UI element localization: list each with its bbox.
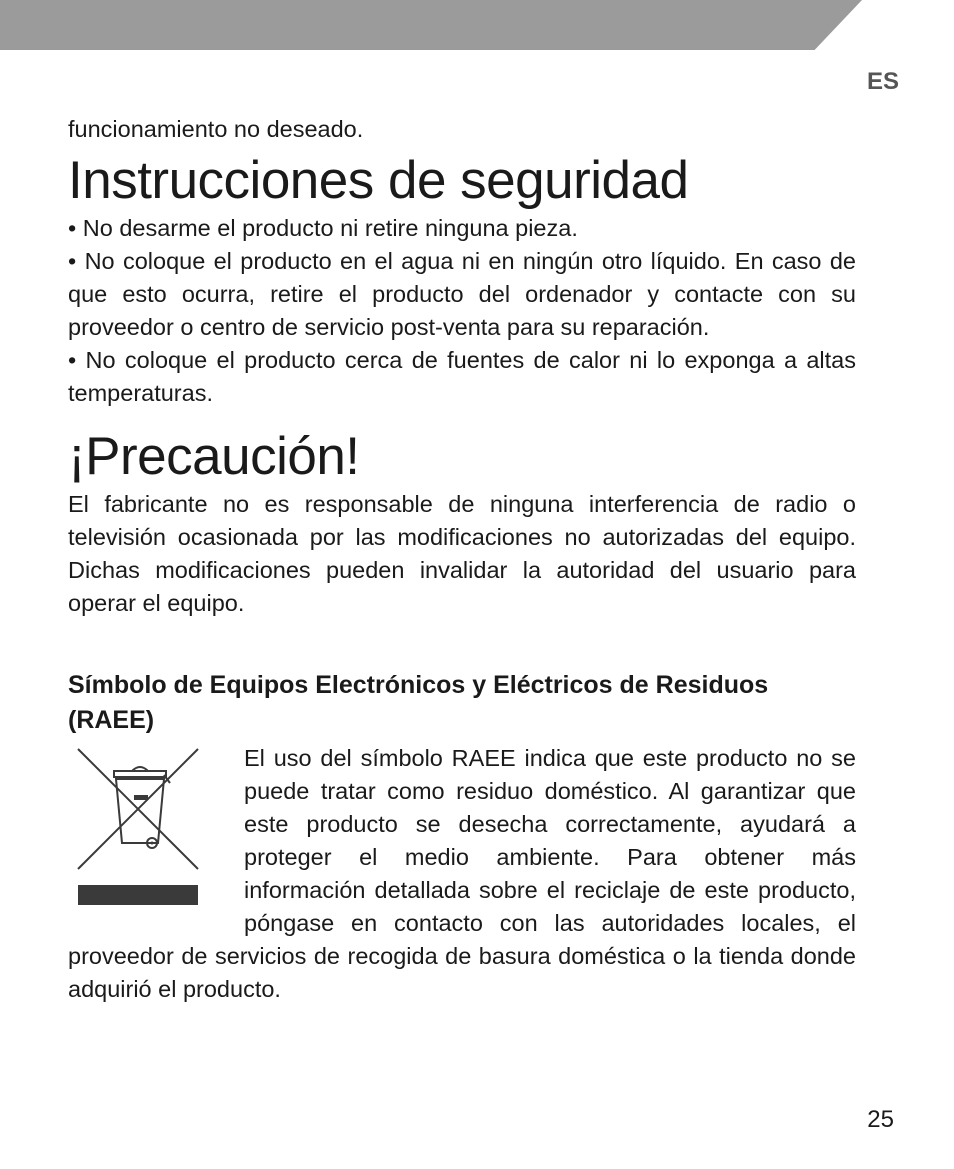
safety-item-1: • No desarme el producto ni retire ninguna pieza. [68,215,578,241]
weee-heading: Símbolo de Equipos Electrónicos y Eléctricos de Residuos (RAEE) [68,671,769,734]
page-content [68,113,856,1006]
crossed-out-wheelie-bin-icon [76,747,206,907]
caution-title: ¡Precaución! [68,427,360,486]
safety-item-3: • No coloque el producto cerca de fuentes de calor ni lo exponga a altas temperaturas. [68,347,856,406]
caution-text: El fabricante no es responsable de ninguna interferencia de radio o televisión ocasionada por las modificaciones no autorizadas del equipo. Dichas modificaciones pueden invalidar la autoridad del usuario para operar el equipo. [68,491,856,616]
header-bar [0,0,862,50]
safety-item-2: • No coloque el producto en el agua ni en ningún otro líquido. En caso de que esto ocurra, retire el producto del ordenador y contacte con su proveedor o centro de servicio post-venta para su reparación. [68,248,856,340]
safety-title: Instrucciones de seguridad [68,151,689,210]
intro-fragment: funcionamiento no deseado. [68,116,364,142]
weee-text: El uso del símbolo RAEE indica que este producto no se puede tratar como residuo doméstico. Al garantizar que este producto se desecha correctamente, ayudará a proteger el medio ambiente. Para obtener más información detallada sobre el reciclaje de este producto, póngase en contacto con las autoridades locales, el proveedor de servicios de recogida de basura doméstica o la tienda donde adquirió el producto. [68,745,856,1002]
page-number: 25 [867,1106,894,1133]
weee-section [68,742,856,1006]
language-code: ES [866,68,899,95]
